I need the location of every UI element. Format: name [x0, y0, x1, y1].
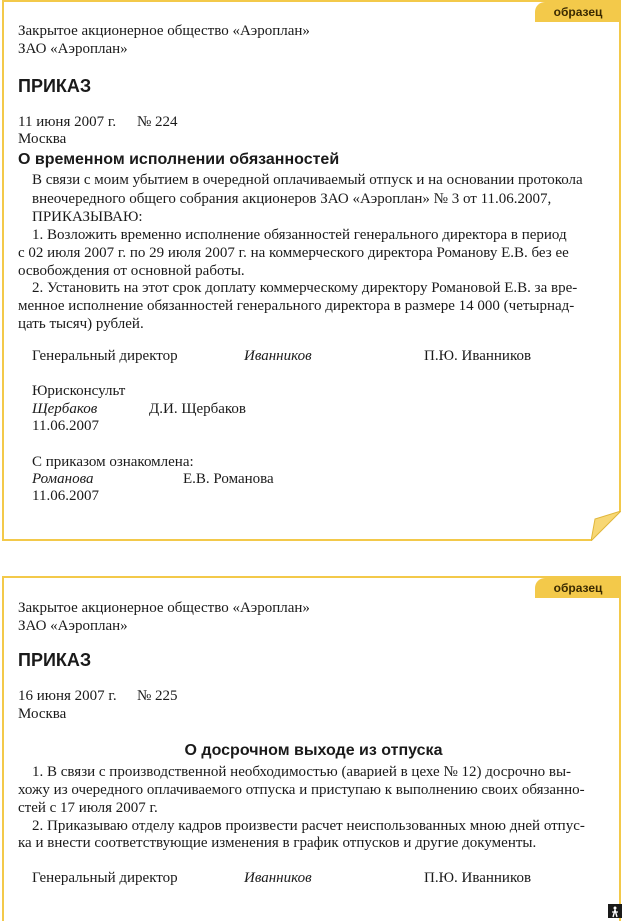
order-city: Москва [18, 131, 67, 147]
item-2-line: ка и внести соответствующие изменения в график отпусков и другие документы. [18, 835, 537, 851]
organization-full-name: Закрытое акционерное общество «Аэроплан» [18, 23, 310, 39]
lawyer-date: 11.06.2007 [32, 418, 99, 434]
order-city: Москва [18, 706, 67, 722]
item-1-line: стей с 17 июля 2007 г. [18, 800, 158, 816]
item-2-line: цать тысяч) рублей. [18, 316, 144, 332]
lawyer-position: Юрисконсульт [32, 383, 126, 399]
preamble-line: В связи с моим убытием в очередной оплачиваемый отпуск и на основании протокола [32, 172, 583, 188]
page-fold-icon [591, 511, 621, 541]
item-1-line: хожу из очередного оплачиваемого отпуска и приступаю к выполнению своих обязанно- [18, 782, 585, 798]
item-2-line: менное исполнение обязанностей генерального директора в размере 14 000 (четырнад- [18, 298, 575, 314]
director-position: Генеральный директор [32, 870, 178, 886]
item-2-line: 2. Приказываю отделу кадров произвести расчет неиспользованных мною дней отпус- [32, 818, 585, 834]
order-subject: О досрочном выходе из отпуска [184, 742, 443, 759]
item-1-line: освобождения от основной работы. [18, 263, 245, 279]
preamble-line: внеочередного общего собрания акционеров ЗАО «Аэроплан» № 3 от 11.06.2007, [32, 191, 552, 207]
order-word: ПРИКАЗЫВАЮ: [32, 209, 143, 225]
director-name: П.Ю. Иванников [424, 870, 532, 886]
document-type-heading: ПРИКАЗ [18, 650, 92, 670]
order-225-document [2, 576, 621, 921]
acknowledgement-date: 11.06.2007 [32, 488, 99, 504]
order-number: № 224 [137, 114, 178, 130]
order-224-document [2, 0, 621, 541]
lawyer-signature: Щербаков [32, 401, 98, 417]
order-subject: О временном исполнении обязанностей [18, 151, 340, 168]
item-1-line: 1. В связи с производственной необходимостью (аварией в цехе № 12) досрочно вы- [32, 764, 572, 780]
acknowledgement-label: С приказом ознакомлена: [32, 454, 194, 470]
organization-short-name: ЗАО «Аэроплан» [18, 618, 128, 634]
item-1-line: 1. Возложить временно исполнение обязанностей генерального директора в период [32, 227, 567, 243]
acknowledgement-signature: Романова [32, 471, 94, 487]
organization-short-name: ЗАО «Аэроплан» [18, 41, 128, 57]
director-position: Генеральный директор [32, 348, 178, 364]
order-date: 11 июня 2007 г. [18, 114, 117, 130]
acknowledgement-name: Е.В. Романова [183, 471, 274, 487]
item-1-line: с 02 июля 2007 г. по 29 июля 2007 г. на коммерческого директора Романову Е.В. без ее [18, 245, 569, 261]
director-signature: Иванников [244, 870, 312, 886]
sample-tag: образец [535, 2, 621, 22]
item-2-line: 2. Установить на этот срок доплату коммерческому директору Романовой Е.В. за вре- [32, 280, 578, 296]
organization-full-name: Закрытое акционерное общество «Аэроплан» [18, 600, 310, 616]
document-type-heading: ПРИКАЗ [18, 76, 92, 96]
director-name: П.Ю. Иванников [424, 348, 532, 364]
publisher-logo-icon [608, 904, 622, 918]
sample-tag: образец [535, 578, 621, 598]
director-signature: Иванников [244, 348, 312, 364]
lawyer-name: Д.И. Щербаков [149, 401, 247, 417]
order-date: 16 июня 2007 г. [18, 688, 117, 704]
order-number: № 225 [137, 688, 178, 704]
